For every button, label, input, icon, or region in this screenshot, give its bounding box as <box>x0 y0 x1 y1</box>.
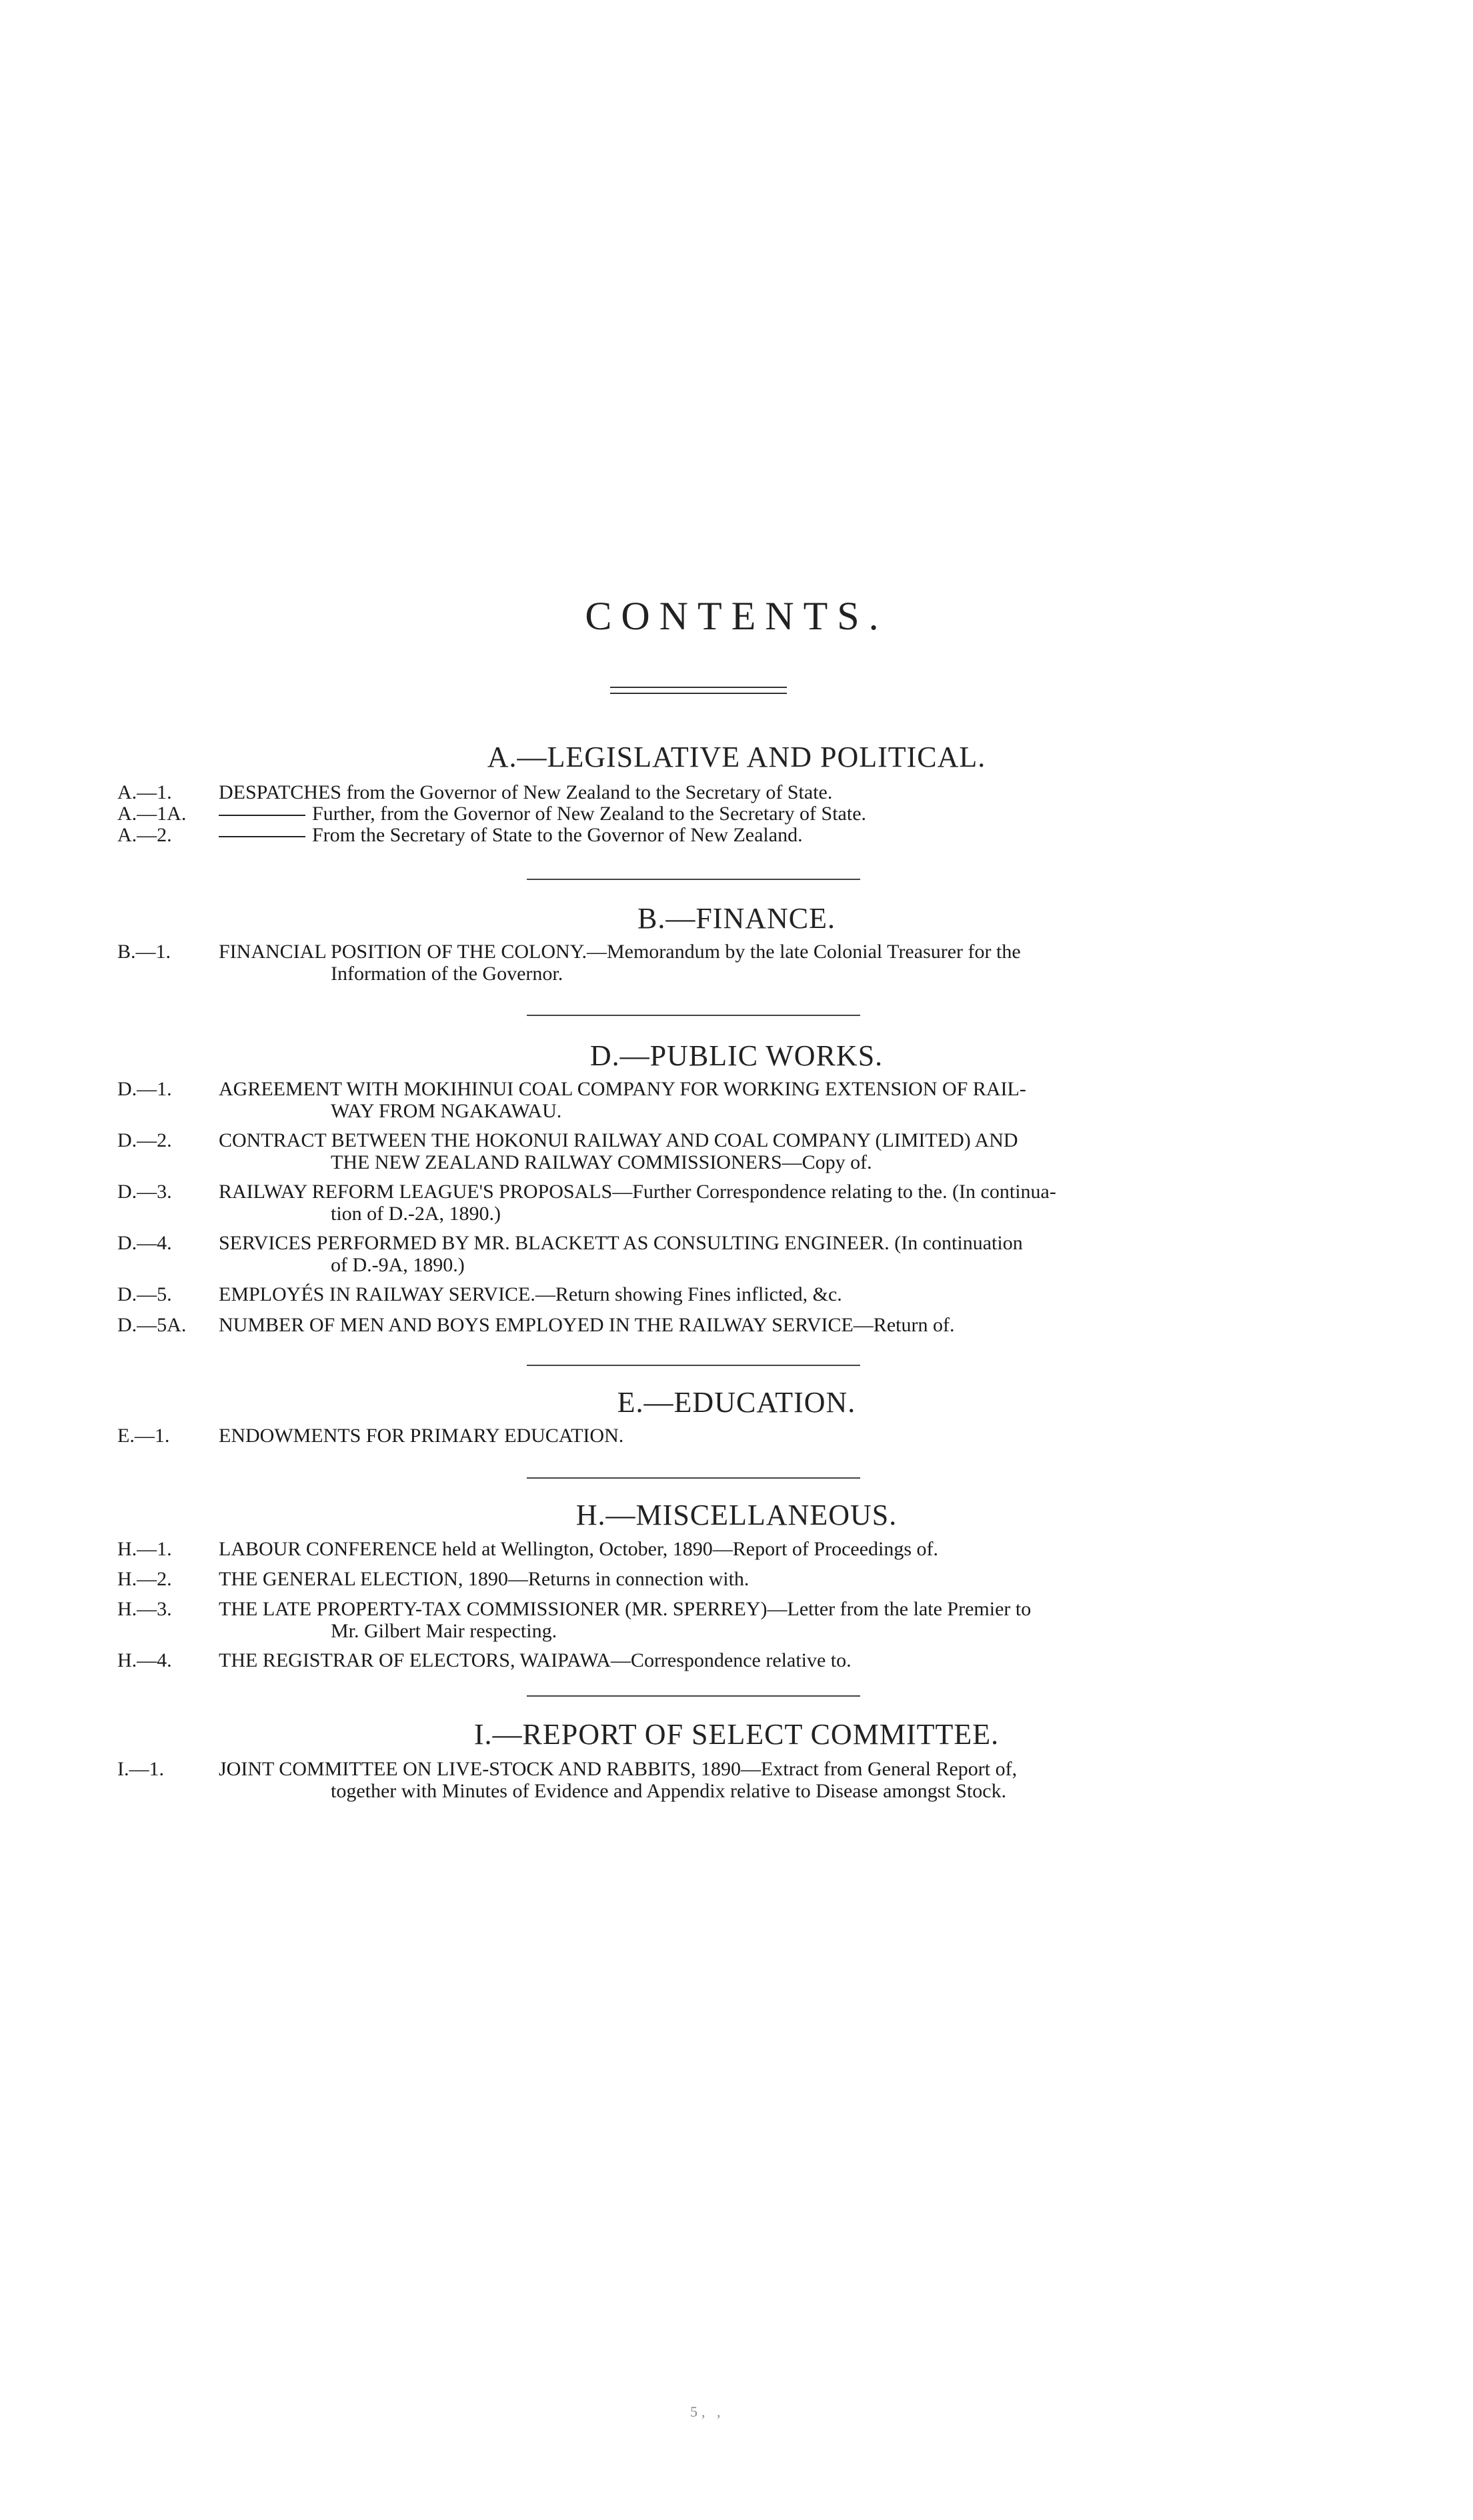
section-heading-finance: B.—FINANCE. <box>637 902 836 935</box>
section-heading-legislative: A.—LEGISLATIVE AND POLITICAL. <box>487 741 986 773</box>
entry-number: A.—1. <box>117 781 172 803</box>
entry-text: AGREEMENT WITH MOKIHINUI COAL COMPANY FOR WORKING EXTENSION OF RAIL- <box>219 1078 1026 1100</box>
entry-number: A.—1A. <box>117 803 187 825</box>
entry-text: EMPLOYÉS IN RAILWAY SERVICE.—Return showing Fines inflicted, &c. <box>219 1283 842 1305</box>
entry-text: RAILWAY REFORM LEAGUE'S PROPOSALS—Further Correspondence relating to the. (In continua- <box>219 1181 1056 1203</box>
section-divider <box>527 1477 860 1479</box>
entry-number: H.—2. <box>117 1568 172 1590</box>
footer-print-marks: 5, , <box>690 2403 725 2420</box>
entry-text: FINANCIAL POSITION OF THE COLONY.—Memorandum by the late Colonial Treasurer for the <box>219 941 1021 963</box>
entry-text-continuation: tion of D.-2A, 1890.) <box>331 1203 501 1225</box>
section-divider <box>527 1695 860 1697</box>
section-heading-public-works: D.—PUBLIC WORKS. <box>589 1039 884 1072</box>
section-heading-miscellaneous: H.—MISCELLANEOUS. <box>575 1499 898 1531</box>
section-divider <box>527 879 860 880</box>
entry-text-continuation: Information of the Governor. <box>331 963 563 985</box>
entry-number: H.—3. <box>117 1598 172 1620</box>
section-divider <box>527 1015 860 1016</box>
entry-text: From the Secretary of State to the Governor of New Zealand. <box>312 824 803 846</box>
entry-text: JOINT COMMITTEE ON LIVE-STOCK AND RABBITS, 1890—Extract from General Report of, <box>219 1758 1018 1780</box>
entry-number: I.—1. <box>117 1758 164 1780</box>
entry-text: CONTRACT BETWEEN THE HOKONUI RAILWAY AND COAL COMPANY (LIMITED) AND <box>219 1129 1018 1151</box>
entry-text-continuation: Mr. Gilbert Mair respecting. <box>331 1620 557 1642</box>
entry-number: H.—1. <box>117 1538 172 1560</box>
entry-text-ditto <box>219 825 1279 846</box>
entry-number: D.—5. <box>117 1283 172 1305</box>
section-heading-select-committee: I.—REPORT OF SELECT COMMITTEE. <box>473 1718 1000 1751</box>
entry-text: NUMBER OF MEN AND BOYS EMPLOYED IN THE RAILWAY SERVICE—Return of. <box>219 1314 955 1336</box>
title-double-rule <box>610 687 787 694</box>
entry-number: D.—2. <box>117 1129 172 1151</box>
entry-number: A.—2. <box>117 824 172 846</box>
entry-text: LABOUR CONFERENCE held at Wellington, October, 1890—Report of Proceedings of. <box>219 1538 939 1560</box>
entry-text: Further, from the Governor of New Zealand to the Secretary of State. <box>312 803 867 825</box>
entry-text: THE LATE PROPERTY-TAX COMMISSIONER (MR. SPERREY)—Letter from the late Premier to <box>219 1598 1032 1620</box>
entry-text-ditto <box>219 803 1279 825</box>
entry-number: E.—1. <box>117 1425 170 1447</box>
section-divider <box>527 1365 860 1366</box>
entry-number: D.—5A. <box>117 1314 187 1336</box>
entry-text-continuation: WAY FROM NGAKAWAU. <box>331 1100 562 1122</box>
entry-text-continuation: THE NEW ZEALAND RAILWAY COMMISSIONERS—Copy of. <box>331 1151 872 1173</box>
entry-text-continuation: of D.-9A, 1890.) <box>331 1254 465 1276</box>
entry-text: SERVICES PERFORMED BY MR. BLACKETT AS CONSULTING ENGINEER. (In continuation <box>219 1232 1023 1254</box>
ditto-dash <box>219 815 305 816</box>
entry-text: THE REGISTRAR OF ELECTORS, WAIPAWA—Correspondence relative to. <box>219 1649 852 1671</box>
entry-number: D.—1. <box>117 1078 172 1100</box>
entry-text: THE GENERAL ELECTION, 1890—Returns in connection with. <box>219 1568 750 1590</box>
entry-number: B.—1. <box>117 941 171 963</box>
entry-text: ENDOWMENTS FOR PRIMARY EDUCATION. <box>219 1425 624 1447</box>
ditto-dash <box>219 836 305 837</box>
entry-text: DESPATCHES from the Governor of New Zealand to the Secretary of State. <box>219 781 833 803</box>
section-heading-education: E.—EDUCATION. <box>617 1386 856 1419</box>
page-title: CONTENTS. <box>585 594 888 638</box>
entry-number: H.—4. <box>117 1649 172 1671</box>
entry-text-continuation: together with Minutes of Evidence and Appendix relative to Disease amongst Stock. <box>331 1780 1007 1802</box>
entry-number: D.—4. <box>117 1232 172 1254</box>
entry-number: D.—3. <box>117 1181 172 1203</box>
